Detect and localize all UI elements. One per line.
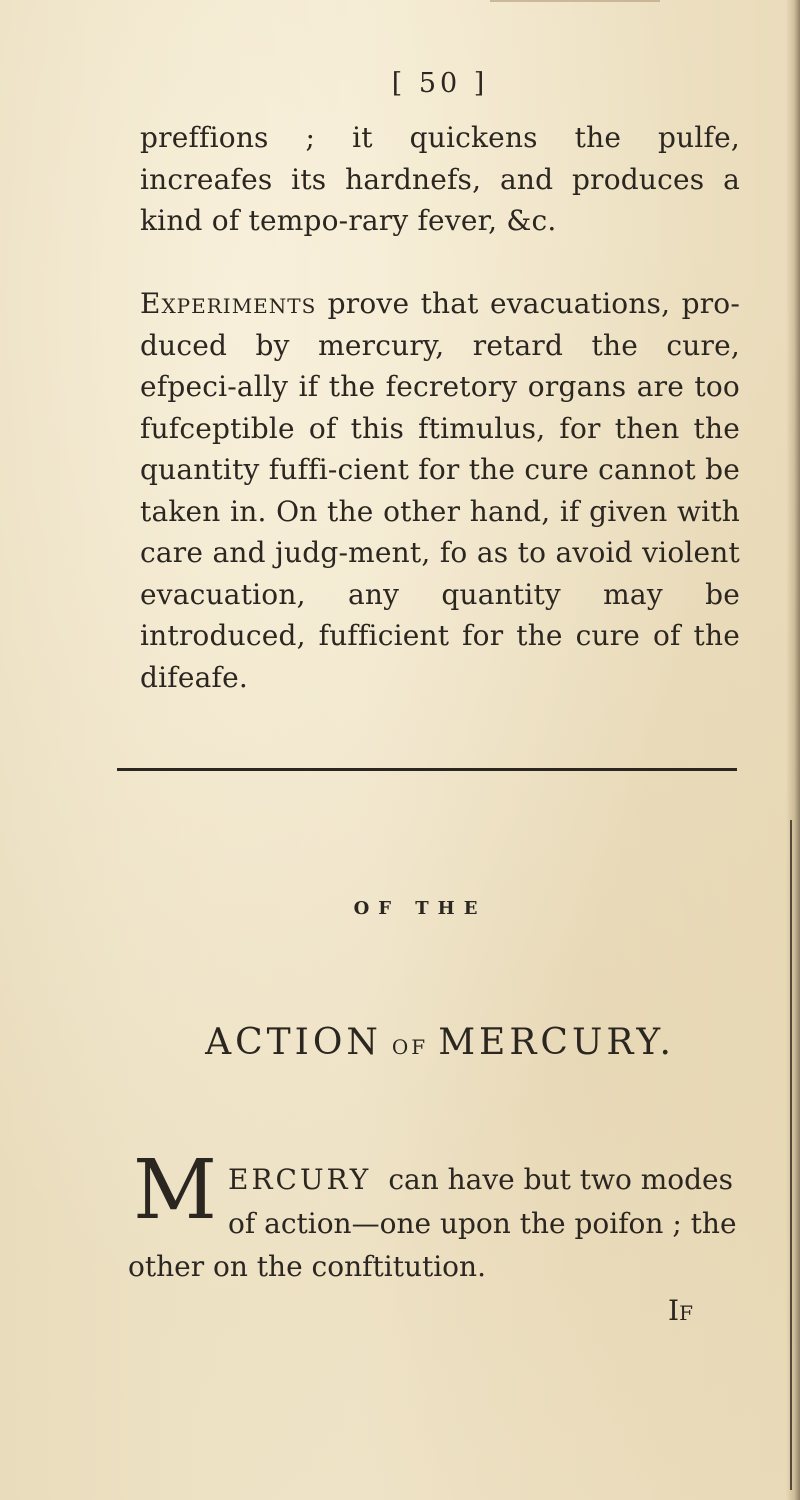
paragraph-continuation: preffions ; it quickens the pulfe, increafes its hardnefs, and produces a kind of tempo-rary fever, &c. (140, 121, 740, 237)
drop-cap: M (133, 1143, 217, 1238)
paragraph-body: prove that evacuations, pro-duced by mercury, retard the cure, efpeci-ally if the fecretory organs are too fufceptible of this ftimulus, for then the quantity fuffi-cient for the cure cannot be taken in. On the other hand, if given with care and judg-ment, fo as to avoid violent evacuation, any quantity may be introduced, fufficient for the cure of the difeafe. (140, 287, 740, 694)
page-edge-shadow (786, 0, 800, 1500)
section-divider-rule (117, 768, 737, 771)
section-title-word-1: ACTION (205, 1022, 382, 1063)
body-line-1-caps: ERCURY (228, 1163, 372, 1196)
page-edge-line (790, 820, 792, 1490)
section-title (140, 1022, 740, 1063)
catchword (668, 1294, 694, 1327)
catchword-rest: F (679, 1301, 694, 1325)
section-kicker: OF THE (353, 898, 487, 919)
section-title-word-2: MERCURY. (438, 1022, 675, 1063)
body-line-1 (228, 1163, 733, 1197)
paragraph-lead-word: Experiments (140, 287, 317, 320)
paragraph-experiments (140, 283, 740, 698)
body-line-3: other on the conftitution. (128, 1250, 486, 1283)
catchword-initial: I (668, 1294, 680, 1327)
section-title-of: OF (391, 1035, 429, 1059)
top-edge-mark (490, 0, 660, 2)
body-line-1-rest: can have but two modes (388, 1163, 733, 1196)
body-line-2: of action—one upon the poifon ; the (228, 1207, 737, 1240)
running-head-page-number: [ 50 ] (391, 68, 489, 99)
